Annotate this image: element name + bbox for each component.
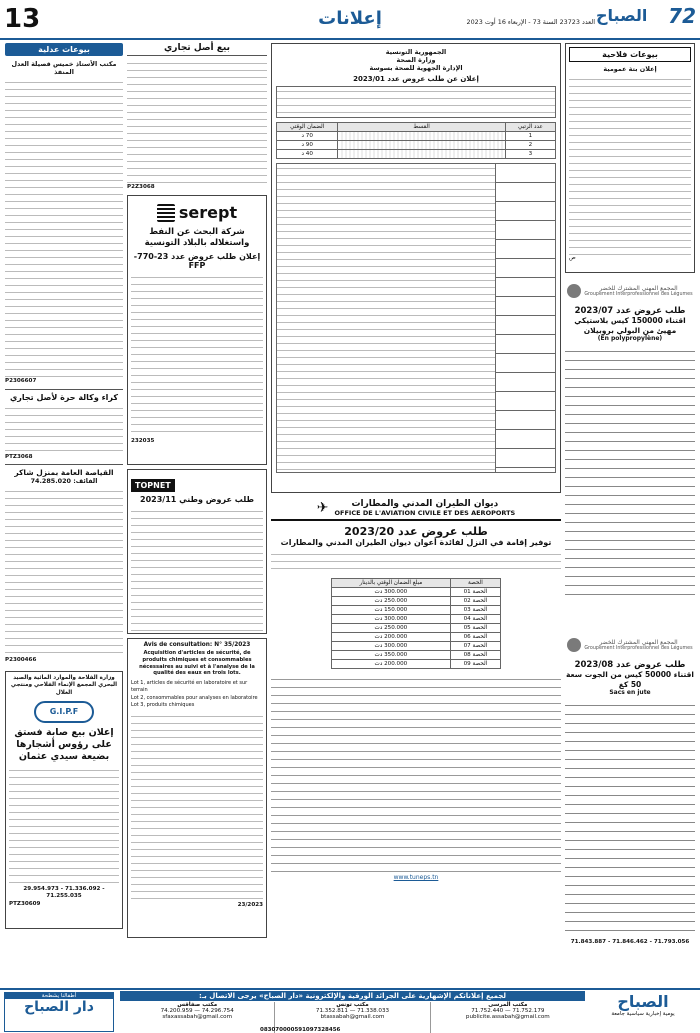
ad4-ref: PTZ30609 <box>9 900 41 907</box>
legumes-tender1-fr: (En polypropylène) <box>597 335 663 342</box>
table-row: الحصة 02 250.000 دت <box>332 597 501 606</box>
health-table <box>276 122 556 159</box>
header <box>0 0 700 40</box>
ad4-headline: إعلان بيع صابة فستق على رؤوس أشجارها بضيعة سيدي عثمان <box>14 727 114 763</box>
table-row: الحصة 06 200.000 دت <box>332 633 501 642</box>
agri-box <box>565 43 695 273</box>
avis-lot2: Lot 2, consommables pour analyses en laboratoire <box>131 694 258 701</box>
legumes-group-name-2: المجمع المهني المشترك للخضر <box>599 639 678 646</box>
ad3-body <box>5 487 123 657</box>
avis-subtitle: Acquisition d'articles de sécurité, de produits chimiques et consommables nécessaires au suivi et à l'analyse de la qualité des eaux en trois lots. <box>139 650 255 677</box>
health-intro <box>276 86 556 118</box>
sale-body <box>127 59 267 184</box>
oaca-url[interactable]: www.tuneps.tn <box>393 874 439 881</box>
avis-lot3: Lot 3, produits chimiques <box>131 702 195 708</box>
ad4-box <box>5 671 123 929</box>
ad4-body <box>9 766 119 886</box>
sale-ref: P2Z3068 <box>127 184 155 190</box>
ad2-title: كراء وكالة حرة لأصل تجاري <box>9 392 119 402</box>
office-tunis: مكتب تونس 71.338.033 — 71.352.811 btassabah@gmail.com <box>274 1002 429 1033</box>
avis-box <box>127 638 267 938</box>
oaca-sub: توفير إقامة في النزل لفائدة أعوان ديوان الطيران المدني والمطارات <box>280 538 552 547</box>
serept-ref: 232035 <box>131 438 155 445</box>
legumes-logo <box>565 279 695 303</box>
sale-title: بيع أصل تجاري <box>127 43 267 56</box>
serept-tender: إعلان طلب عروض عدد 23-770-FFP <box>133 252 261 271</box>
footer-logo-left-text: دار الصباح <box>24 999 94 1015</box>
health-details <box>276 163 556 473</box>
agri-subtitle: إعلان بتة عمومية <box>603 65 657 73</box>
legumes-tender2-sub: اقتناء 50000 كيس من الجوت سعة 50 كغ <box>565 670 695 689</box>
ad3-amount: الفائف: 74.285.020 <box>30 477 98 486</box>
right-column-title: بيوعات فلاحية <box>569 47 691 62</box>
ad1-ref: P2306607 <box>5 378 37 385</box>
avis-lot1: Lot 1, articles de sécurité en laboratoire et sur terrain <box>131 679 248 694</box>
topnet-title: طلب عروض وطني 2023/11 <box>140 495 254 505</box>
avis-title: Avis de consultation: N° 35/2023 <box>143 642 251 649</box>
oaca-name: OFFICE DE L'AVIATION CIVILE ET DES AEROPORTS <box>334 509 516 517</box>
health-col-amount: الضمان الوقتي <box>277 122 338 131</box>
avis-ref: 23/2023 <box>237 902 263 909</box>
health-tender: إعلان عن طلب عروض عدد 2023/01 <box>353 74 479 83</box>
section-title: إعلانات <box>318 8 382 29</box>
serept-logo-icon <box>157 204 175 222</box>
table-row: 2 90 د <box>277 140 556 149</box>
health-direction: الإدارة الجهوية للصحة بسوسة <box>369 64 463 73</box>
legumes-tender1: طلب عروض عدد 2023/07 <box>574 306 686 316</box>
gipf-logo: G.I.P.F <box>34 701 94 723</box>
legumes-logo-icon-2 <box>567 638 581 652</box>
left-column-title: بيوعات عدلية <box>5 43 123 56</box>
legumes-tender2-fr: Sacs en jute <box>609 689 651 696</box>
table-row: الحصة 04 300.000 دت <box>332 615 501 624</box>
office-marsa: مكتب المرسى 71.752.179 — 71.752.440 publicite.assabah@gmail.com <box>430 1002 585 1033</box>
ad4-phone: 29.954.973 - 71.336.092 - 71.255.035 <box>23 886 105 900</box>
legumes-body2 <box>565 699 695 939</box>
center-column <box>271 43 561 983</box>
footer-account: 083070000591097328456 <box>260 1027 341 1033</box>
left-column <box>5 43 123 983</box>
footer-logo-left <box>4 992 114 1032</box>
table-row: الحصة 01 300.000 دت <box>332 588 501 597</box>
issue-line: العدد 23723 السنة 73 - الإربعاء 16 أوت 2023 <box>466 18 595 26</box>
health-box <box>271 43 561 493</box>
footer-offices <box>120 1002 585 1033</box>
oaca-header <box>271 499 561 521</box>
avis-body <box>131 712 263 902</box>
ad1-body <box>5 78 123 378</box>
legumes-group-fr: Groupement Interprofessionnel des Légumes <box>584 292 693 297</box>
masthead-name: الصباح <box>596 6 648 25</box>
ad2-ref: PTZ3068 <box>5 453 33 460</box>
serept-logo-text: serept <box>178 203 238 223</box>
serept-box <box>127 195 267 465</box>
footer-tagline-left: أطفالنا يشطحة <box>5 993 113 999</box>
right-column <box>565 43 695 983</box>
legumes-tender2: طلب عروض عدد 2023/08 <box>574 660 686 670</box>
agri-note: ص <box>569 255 576 262</box>
table-row: 3 40 د <box>277 149 556 158</box>
health-republic: الجمهورية التونسية <box>385 48 447 56</box>
ad4-title: وزارة الفلاحة والموارد المائية والصيد البحري المجمع الإنماء الفلاحي ومنتجي الغلال <box>10 674 118 696</box>
topnet-box <box>127 469 267 634</box>
oaca-box <box>271 499 561 977</box>
oaca-body <box>271 674 561 874</box>
mid-column <box>127 43 267 983</box>
legumes-group-name: المجمع المهني المشترك للخضر <box>599 285 678 292</box>
oaca-intro <box>271 550 561 574</box>
footer <box>0 988 700 1033</box>
legumes-box-1 <box>565 279 695 629</box>
legumes-box-2 <box>565 633 695 978</box>
masthead <box>596 2 696 36</box>
oaca-table: الحصة مبلغ الضمان الوقتي بالدينار الحصة 01 300.000 دت الحصة 02 250.000 دت الحصة 03 150.000 دت الحصة 04 300.000 دت الحصة 05 250.000 دت الحصة 06 200.000 دت الحصة 07 300.000 دت الحصة 08 350.000 دت الحصة 09 200.000 دت <box>331 578 501 669</box>
table-row: الحصة 07 300.000 دت <box>332 642 501 651</box>
ad2-body <box>5 404 123 454</box>
health-col-n: عدد الرتبي <box>505 122 555 131</box>
legumes-phone: 71.843.887 - 71.846.462 - 71.793.056 <box>570 939 690 945</box>
footer-logo-right <box>590 992 696 1032</box>
health-ministry: وزارة الصحة <box>396 56 436 65</box>
oaca-tender: طلب عروض عدد 2023/20 <box>344 525 488 538</box>
masthead-number: 72 <box>668 4 696 28</box>
oaca-ar: ديوان الطيران المدني والمطارات <box>351 499 499 509</box>
topnet-body <box>131 507 263 632</box>
serept-body <box>131 273 263 438</box>
legumes-body1 <box>565 345 695 600</box>
footer-banner: لجميع إعلاناتكم الإشهارية على الجرائد الورقية والإلكترونية «دار الصباح» يرجى الاتصال بـ: <box>120 991 585 1001</box>
table-row: الحصة 03 150.000 دت <box>332 606 501 615</box>
serept-title: شركة البحث عن النفط واستغلاله بالبلاد التونسية <box>144 227 250 249</box>
table-row: 1 70 د <box>277 131 556 140</box>
page-number: 13 <box>4 4 41 34</box>
table-row: الحصة 09 200.000 دت <box>332 660 501 669</box>
legumes-group-fr-2: Groupement Interprofessionnel des Légumes <box>584 646 693 651</box>
health-col-lot: القسط <box>338 122 505 131</box>
serept-logo <box>131 203 263 222</box>
office-sfax: مكتب صفاقس 74.296.754 — 74.200.959 sfaxassabah@gmail.com <box>160 1002 234 1020</box>
legumes-logo-icon <box>567 284 581 298</box>
footer-logo-right-text: الصباح <box>617 992 669 1011</box>
legumes-logo-2 <box>565 633 695 657</box>
table-row: الحصة 08 350.000 دت <box>332 651 501 660</box>
footer-tagline: يومية إخبارية سياسية جامعة <box>611 1011 675 1017</box>
ad3-ref: P2300466 <box>5 657 37 664</box>
plane-icon: ✈ <box>316 500 329 516</box>
table-row: الحصة 05 250.000 دت <box>332 624 501 633</box>
topnet-logo: TOPNET <box>131 479 175 492</box>
ad3-title: القياصة العامة بمنزل شاكر <box>14 468 114 478</box>
ad1-title: مكتب الأستاذ خميس قصيلة العدل المنفذ <box>11 60 117 77</box>
legumes-tender1-sub: اقتناء 150000 كيس بلاستيكي مهيئ من البولي بروبيلان <box>574 316 686 335</box>
agri-body <box>569 75 691 255</box>
